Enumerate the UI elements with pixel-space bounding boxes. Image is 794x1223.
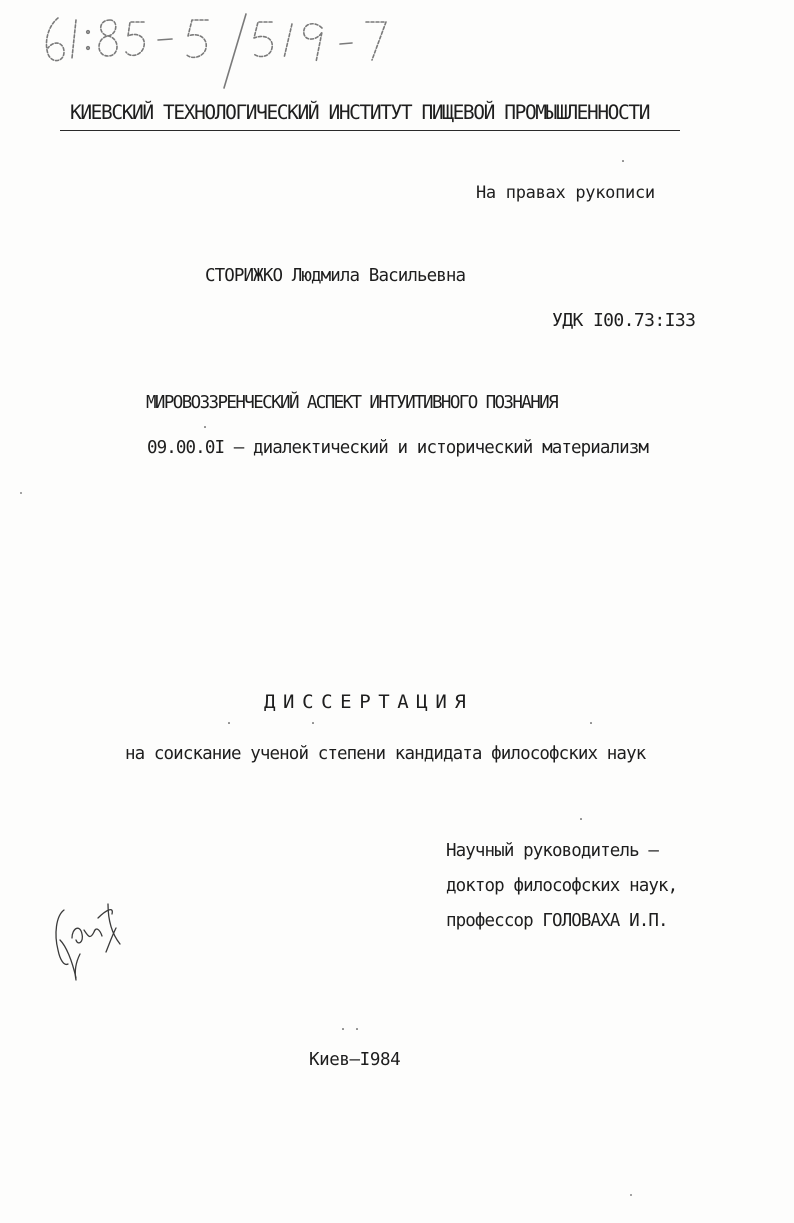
degree-description: на соискание ученой степени кандидата философских наук bbox=[125, 744, 646, 764]
scan-speck bbox=[630, 1194, 632, 1196]
author-name: СТОРИЖКО Людмила Васильевна bbox=[205, 266, 466, 286]
scan-speck bbox=[622, 160, 624, 162]
supervisor-line-1: Научный руководитель – bbox=[446, 841, 658, 861]
place-and-year: Киев–I984 bbox=[309, 1050, 401, 1070]
udk-code: УДК I00.73:I33 bbox=[552, 310, 696, 331]
institute-name: КИЕВСКИЙ ТЕХНОЛОГИЧЕСКИЙ ИНСТИТУТ ПИЩЕВОЙ ПРОМЫШЛЕННОСТИ bbox=[70, 101, 650, 124]
scan-speck bbox=[20, 492, 22, 494]
scan-speck bbox=[580, 818, 582, 820]
scan-speck bbox=[204, 426, 206, 428]
scan-speck bbox=[590, 722, 592, 724]
header-underline bbox=[60, 130, 680, 131]
document-type: ДИССЕРТАЦИЯ bbox=[264, 691, 474, 713]
specialty-code: 09.00.0I – диалектический и исторический материализм bbox=[147, 438, 649, 458]
handwritten-archive-number bbox=[36, 8, 396, 98]
supervisor-line-2: доктор философских наук, bbox=[446, 876, 678, 896]
dissertation-title: МИРОВОЗЗРЕНЧЕСКИЙ АСПЕКТ ИНТУИТИВНОГО ПОЗНАНИЯ bbox=[146, 393, 558, 413]
scan-speck bbox=[228, 722, 230, 724]
scan-speck bbox=[356, 1028, 358, 1030]
rights-note: На правах рукописи bbox=[476, 183, 655, 203]
handwritten-signature bbox=[50, 900, 130, 985]
supervisor-line-3: профессор ГОЛОВАХА И.П. bbox=[446, 911, 668, 931]
scan-speck bbox=[312, 722, 314, 724]
scan-speck bbox=[342, 1028, 344, 1030]
